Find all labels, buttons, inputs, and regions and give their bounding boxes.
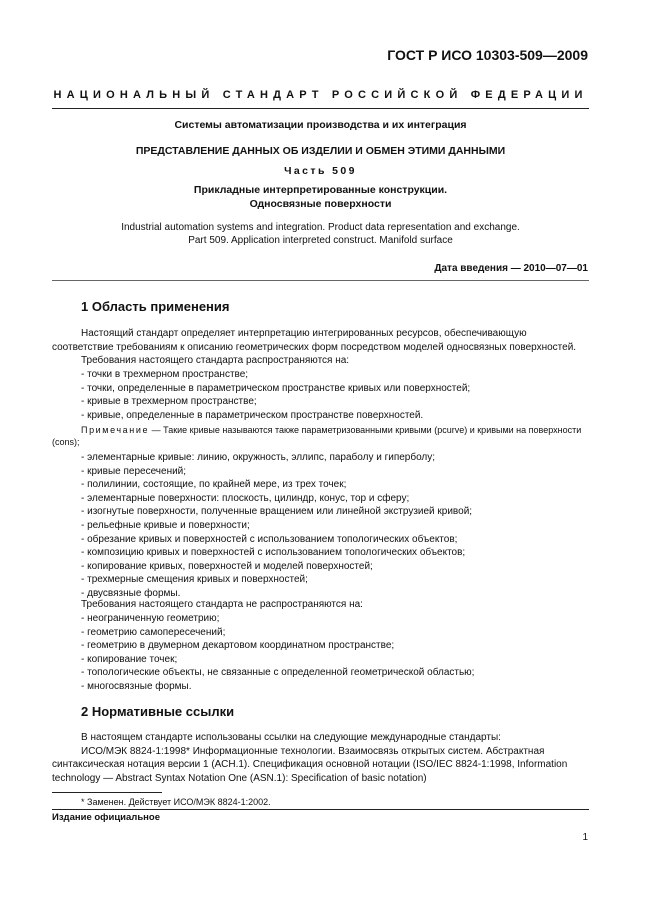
footnote-divider xyxy=(52,792,162,793)
list-item: - элементарные кривые: линию, окружность, эллипс, параболу и гиперболу; xyxy=(81,452,436,463)
references-intro: В настоящем стандарте использованы ссылки на следующие международные стандарты: xyxy=(81,732,501,743)
list-item: - кривые в трехмерном пространстве; xyxy=(81,396,257,408)
list-item: - точки, определенные в параметрическом пространстве кривых или поверхностей; xyxy=(81,382,471,394)
main-title: ПРЕДСТАВЛЕНИЕ ДАННЫХ ОБ ИЗДЕЛИИ И ОБМЕН ЭТИМИ ДАННЫМИ xyxy=(135,145,506,157)
list-item: - топологические объекты, не связанные с определенной геометрической областью; xyxy=(81,667,475,679)
not-applies-list xyxy=(81,612,589,694)
footnote: * Заменен. Действует ИСО/МЭК 8824-1:2002. xyxy=(81,797,271,807)
list-item: - копирование кривых, поверхностей и моделей поверхностей; xyxy=(81,560,373,572)
list-item: - геометрию самопересечений; xyxy=(81,626,226,638)
english-title-line-2: Part 509. Application interpreted construct. Manifold surface xyxy=(188,235,453,246)
document-code: ГОСТ Р ИСО 10303-509—2009 xyxy=(387,47,588,63)
list-item: - изогнутые поверхности, полученные вращением или линейной экструзией кривой; xyxy=(81,506,473,518)
section-1-paragraph xyxy=(52,327,589,368)
section-2-heading: 2 Нормативные ссылки xyxy=(81,704,235,719)
list-item: - кривые, определенные в параметрическом пространстве поверхностей. xyxy=(81,409,424,421)
scope-paragraph: Настоящий стандарт определяет интерпретацию интегрированных ресурсов, обеспечивающую соответствие требованиям к описанию геометрических форм посредством моделей односвязных поверхностей. xyxy=(52,328,577,353)
list-item: - двусвязные формы. xyxy=(81,587,181,599)
subtitle xyxy=(52,183,589,211)
note-label: Примечание xyxy=(81,425,150,435)
series-title: Системы автоматизации производства и их интеграция xyxy=(174,119,467,131)
note xyxy=(52,424,589,448)
list-item: - трехмерные смещения кривых и поверхностей; xyxy=(81,574,308,586)
edition-label: Издание официальное xyxy=(52,812,160,823)
note-text: — Такие кривые называются также параметризованными кривыми (pcurve) и кривыми на поверхности (cons); xyxy=(52,425,582,447)
middle-divider xyxy=(52,280,589,281)
list-item: - рельефные кривые и поверхности; xyxy=(81,519,250,531)
applies-list-2 xyxy=(81,451,589,601)
list-item: - копирование точек; xyxy=(81,653,178,665)
applies-list xyxy=(81,368,589,422)
section-2-body xyxy=(52,731,589,785)
list-item: - неограниченную геометрию; xyxy=(81,613,220,624)
list-item: - полилинии, состоящие, по крайней мере, из трех точек; xyxy=(81,479,347,491)
list-item: - элементарные поверхности: плоскость, цилиндр, конус, тор и сферу; xyxy=(81,492,410,504)
top-divider xyxy=(52,108,589,109)
not-applies-intro: Требования настоящего стандарта не распространяются на: xyxy=(81,599,363,610)
list-item: - кривые пересечений; xyxy=(81,465,187,477)
list-item: - обрезание кривых и поверхностей с использованием топологических объектов; xyxy=(81,533,458,545)
subtitle-line-1: Прикладные интерпретированные конструкции. xyxy=(193,184,448,196)
page-number: 1 xyxy=(582,832,588,843)
applies-intro: Требования настоящего стандарта распространяются на: xyxy=(81,355,350,367)
bottom-divider xyxy=(52,809,589,810)
english-title-line-1: Industrial automation systems and integration. Product data representation and exchange. xyxy=(121,222,520,233)
list-item: - композицию кривых и поверхностей с использованием топологических объектов; xyxy=(81,547,466,559)
reference-iso-8824: ИСО/МЭК 8824-1:1998* Информационные технологии. Взаимосвязь открытых систем. Абстрактная синтаксическая нотация версии 1 (АСН.1). Спецификация основной нотации (ISO/IEC 8824-1:1998, Information technology — Abstract Syntax Notation One (ASN.1): Specification of basic notation) xyxy=(52,745,568,784)
list-item: - точки в трехмерном пространстве; xyxy=(81,369,249,380)
list-item: - геометрию в двумерном декартовом координатном пространстве; xyxy=(81,640,395,652)
section-1-heading: 1 Область применения xyxy=(81,299,230,314)
list-item: - многосвязные формы. xyxy=(81,680,192,692)
english-title xyxy=(52,221,589,247)
national-standard-banner: НАЦИОНАЛЬНЫЙ СТАНДАРТ РОССИЙСКОЙ ФЕДЕРАЦИИ xyxy=(53,89,588,101)
subtitle-line-2: Односвязные поверхности xyxy=(249,198,392,210)
part-number: Часть 509 xyxy=(284,165,357,177)
introduction-date: Дата введения — 2010—07—01 xyxy=(434,263,588,274)
